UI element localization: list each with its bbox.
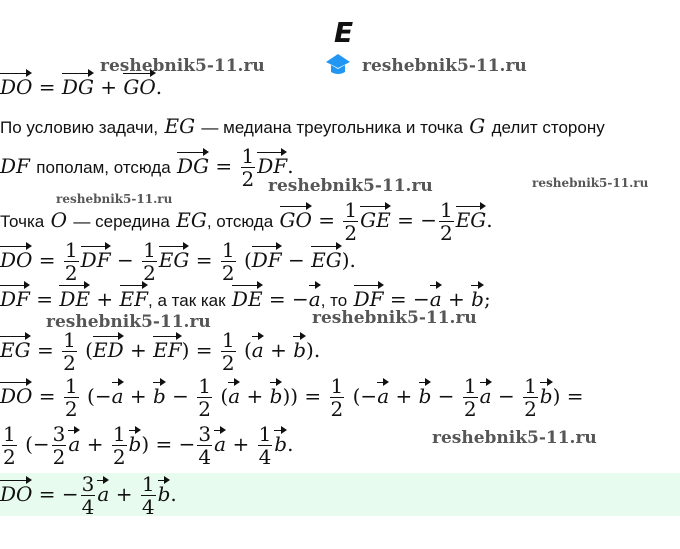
text-midpoint: Точка O — середина EG, отсюда GO = $\frac{1}{2}$ GE = − $\frac{1}{2}$ EG. xyxy=(0,198,493,245)
text-condition: По условию задачи, EG — медиана треугольника и точка G делит сторону xyxy=(0,114,605,138)
watermark: reshebnik5-11.ru xyxy=(532,176,649,190)
mortarboard-icon xyxy=(324,52,352,76)
watermark: reshebnik5-11.ru xyxy=(100,56,265,76)
watermark: reshebnik5-11.ru xyxy=(268,176,433,196)
watermark: reshebnik5-11.ru xyxy=(312,308,477,328)
equation-df: DF = DE + EF, а так как DE = −a, то DF = −a + b; xyxy=(0,287,491,311)
answer-equation: DO = − $\frac{3}{4}$ a + $\frac{1}{4}$ b. xyxy=(0,472,177,519)
equation-do-2: DO = $\frac{1}{2}$ DF − $\frac{1}{2}$ EG = $\frac{1}{2}$ (DF − EG). xyxy=(0,238,356,285)
watermark: reshebnik5-11.ru xyxy=(46,312,211,332)
watermark: reshebnik5-11.ru xyxy=(56,192,173,206)
watermark: reshebnik5-11.ru xyxy=(432,428,597,448)
equation-do-4: $\frac{1}{2}$ (− $\frac{3}{2}$ a + $\frac{1}{2}$ b) = − $\frac{3}{4}$ a + $\frac{1}{4}$ b. xyxy=(3,422,294,469)
equation-eg: EG = $\frac{1}{2}$ (ED + EF) = $\frac{1}{2}$ (a + b). xyxy=(0,328,321,375)
watermark: reshebnik5-11.ru xyxy=(362,56,527,76)
equation-do: DO = DG + GO. xyxy=(0,75,163,99)
text-halves: DF пополам, отсюда DG = $\frac{1}{2}$ DF. xyxy=(0,144,294,191)
equation-do-3: DO = $\frac{1}{2}$ (−a + b − $\frac{1}{2}$ (a + b)) = $\frac{1}{2}$ (−a + b − $\frac{1}{2}$ a − $\frac{1}{2}$ b) = xyxy=(0,374,584,421)
section-title: E xyxy=(334,16,354,49)
